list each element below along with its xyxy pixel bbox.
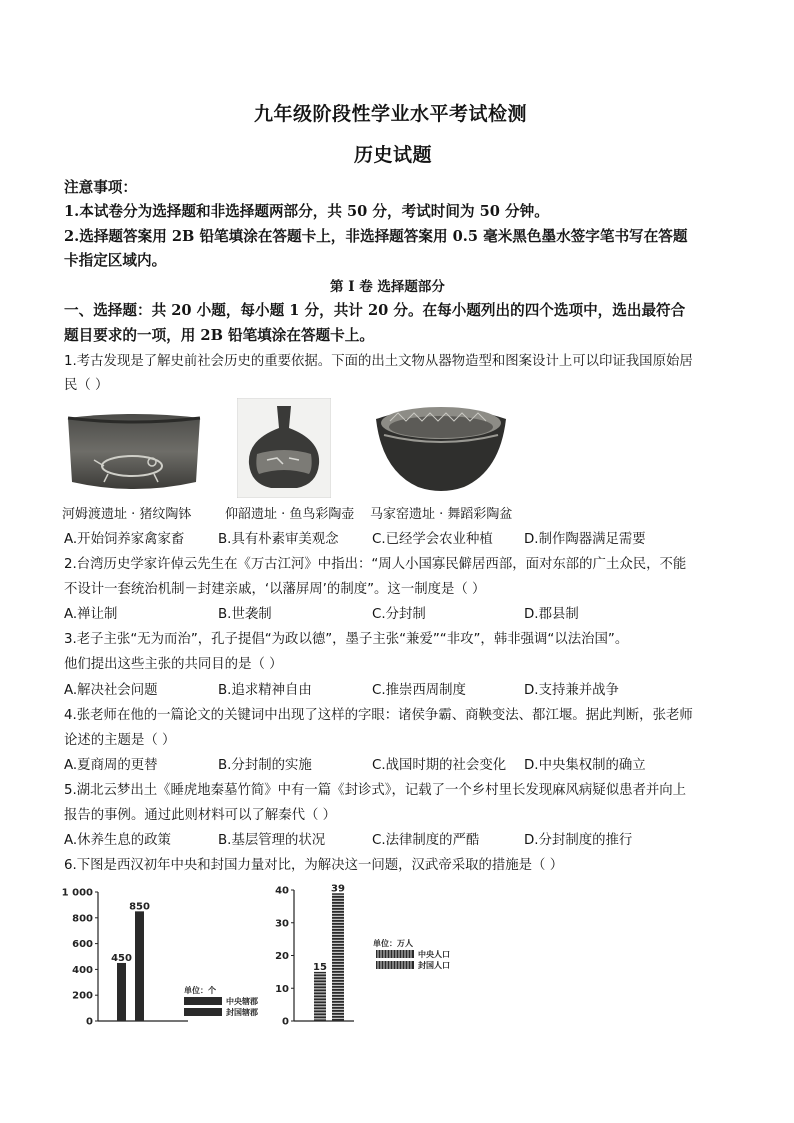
q6-stem: 6.下图是西汉初年中央和封国力量对比，为解决这一问题，汉武帝采取的措施是（ ） <box>64 858 564 873</box>
q1-caption-3: 马家窑遗址 · 舞蹈彩陶盆 <box>370 507 513 522</box>
q1-option-a[interactable]: A.开始饲养家禽家畜 <box>64 532 185 547</box>
population-data-label: 39 <box>331 884 345 895</box>
counties-bar <box>135 911 144 1021</box>
counties-legend-swatch <box>184 1008 222 1016</box>
counties-legend-swatch <box>184 997 222 1005</box>
note-2-line1: 2.选择题答案用 2B 铅笔填涂在答题卡上，非选择题答案用 0.5 毫米黑色墨水签字笔书写在答题 <box>64 228 688 245</box>
q3-option-c[interactable]: C.推崇西周制度 <box>372 683 466 698</box>
population-tick-label: 10 <box>275 983 289 995</box>
q3-option-d[interactable]: D.支持兼并战争 <box>524 683 619 698</box>
chart-population-svg <box>270 884 470 1029</box>
q4-option-a[interactable]: A.夏商周的更替 <box>64 758 158 773</box>
population-tick-label: 40 <box>275 885 289 897</box>
counties-unit-label: 单位：个 <box>184 986 216 995</box>
counties-data-label: 450 <box>111 952 132 964</box>
q4-option-d[interactable]: D.中央集权制的确立 <box>524 758 646 773</box>
q3-stem-line1: 3.老子主张“无为而治”，孔子提倡“为政以德”，墨子主张“兼爱”“非攻”，韩非强调“以法治国”。 <box>64 632 629 647</box>
q1-option-b[interactable]: B.具有朴素审美观念 <box>218 532 339 547</box>
counties-legend-label: 中央辖郡 <box>226 997 258 1006</box>
note-1: 1.本试卷分为选择题和非选择题两部分，共 50 分，考试时间为 50 分钟。 <box>64 203 549 220</box>
note-2-line2: 卡指定区域内。 <box>64 252 167 269</box>
population-unit-label: 单位：万人 <box>373 939 413 948</box>
q2-stem-line1: 2.台湾历史学家许倬云先生在《万古江河》中指出：“周人小国寡民僻居西部，面对东部的广土众民，不能 <box>64 557 687 572</box>
q4-option-b[interactable]: B.分封制的实施 <box>218 758 312 773</box>
chart-counties <box>60 884 290 1029</box>
q2-option-b[interactable]: B.世袭制 <box>218 607 272 622</box>
q2-stem-line2: 不设计一套统治机制－封建亲戚，‘以藩屏周’的制度”。这一制度是（ ） <box>64 582 486 597</box>
q1-caption-1: 河姆渡遗址 · 猪纹陶钵 <box>62 507 192 522</box>
q3-option-a[interactable]: A.解决社会问题 <box>64 683 158 698</box>
q4-option-c[interactable]: C.战国时期的社会变化 <box>372 758 507 773</box>
q1-stem-line1: 1.考古发现是了解史前社会历史的重要依据。下面的出土文物从器物造型和图案设计上可以印证我国原始居 <box>64 354 693 369</box>
section-intro-line1: 一、选择题：共 20 小题，每小题 1 分，共计 20 分。在每小题列出的四个选项中，选出最符合 <box>64 302 686 319</box>
population-bar <box>332 893 344 1021</box>
section-title: 第 I 卷 选择题部分 <box>330 279 445 295</box>
q3-stem-line2: 他们提出这些主张的共同目的是（ ） <box>64 657 283 672</box>
q5-option-d[interactable]: D.分封制度的推行 <box>524 833 633 848</box>
q4-stem-line1: 4.张老师在他的一篇论文的关键词中出现了这样的字眼：诸侯争霸、商鞅变法、都江堰。据此判断，张老师 <box>64 708 693 723</box>
q5-stem-line2: 报告的事例。通过此则材料可以了解秦代（ ） <box>64 808 337 823</box>
counties-tick-label: 800 <box>72 913 93 925</box>
population-data-label: 15 <box>313 961 327 973</box>
counties-data-label: 850 <box>129 901 150 913</box>
q1-stem-line2: 民（ ） <box>64 378 109 393</box>
section-intro-line2: 题目要求的一项，用 2B 铅笔填涂在答题卡上。 <box>64 327 374 344</box>
q2-option-a[interactable]: A.禅让制 <box>64 607 118 622</box>
chart-counties-svg <box>60 884 290 1029</box>
q5-option-a[interactable]: A.休养生息的政策 <box>64 833 171 848</box>
counties-tick-label: 600 <box>72 939 93 951</box>
population-tick-label: 0 <box>282 1016 289 1028</box>
counties-tick-label: 400 <box>72 964 93 976</box>
dancing-painted-pottery-basin-image <box>372 401 510 497</box>
q5-option-b[interactable]: B.基层管理的状况 <box>218 833 326 848</box>
q5-stem-line1: 5.湖北云梦出土《睡虎地秦墓竹简》中有一篇《封诊式》，记载了一个乡村里长发现麻风病疑似患者并向上 <box>64 783 687 798</box>
pig-pattern-pottery-bowl-image <box>64 412 204 496</box>
q1-option-d[interactable]: D.制作陶器满足需要 <box>524 532 646 547</box>
counties-legend-label: 封国辖郡 <box>226 1008 258 1017</box>
counties-tick-label: 0 <box>86 1016 93 1028</box>
counties-tick-label: 1 000 <box>61 887 93 899</box>
counties-tick-label: 200 <box>72 990 93 1002</box>
q5-option-c[interactable]: C.法律制度的严酷 <box>372 833 480 848</box>
exam-title: 九年级阶段性学业水平考试检测 <box>254 103 528 125</box>
q1-caption-2: 仰韶遗址 · 鱼鸟彩陶壶 <box>225 507 355 522</box>
chart-population <box>270 884 470 1029</box>
population-legend-label: 中央人口 <box>418 950 450 959</box>
population-legend-label: 封国人口 <box>418 961 450 970</box>
population-tick-label: 30 <box>275 918 289 930</box>
fish-bird-painted-pottery-pot-image <box>237 398 331 498</box>
population-bar <box>314 972 326 1021</box>
exam-subject: 历史试题 <box>354 144 433 166</box>
q3-option-b[interactable]: B.追求精神自由 <box>218 683 312 698</box>
q4-stem-line2: 论述的主题是（ ） <box>64 733 176 748</box>
q1-option-c[interactable]: C.已经学会农业种植 <box>372 532 493 547</box>
notes-heading: 注意事项： <box>64 179 137 196</box>
counties-bar <box>117 963 126 1021</box>
q2-option-d[interactable]: D.郡县制 <box>524 607 579 622</box>
population-tick-label: 20 <box>275 951 289 962</box>
q2-option-c[interactable]: C.分封制 <box>372 607 426 622</box>
